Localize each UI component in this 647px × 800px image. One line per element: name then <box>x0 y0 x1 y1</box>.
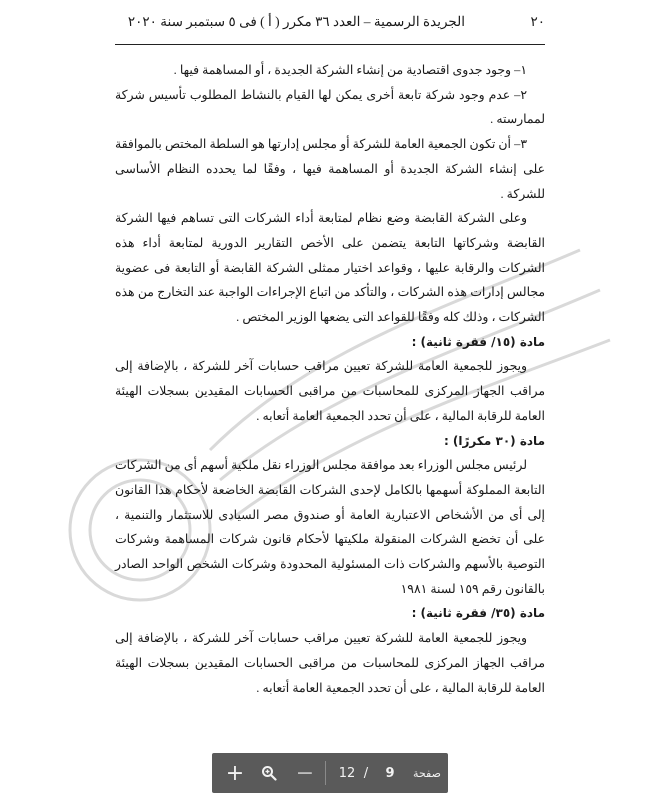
header-title: الجريدة الرسمية – العدد ٣٦ مكرر ( أ ) فى ٥ سبتمبر سنة ٢٠٢٠ <box>127 14 465 29</box>
header-rule <box>115 44 545 45</box>
zoom-button[interactable] <box>254 753 284 793</box>
zoom-out-button[interactable] <box>290 753 320 793</box>
total-pages: 12 <box>338 765 356 781</box>
clause-1: ١– وجود جدوى اقتصادية من إنشاء الشركة الجديدة ، أو المساهمة فيها . <box>173 63 527 77</box>
article-15-text: ويجوز للجمعية العامة للشركة تعيين مراقب حسابات آخر للشركة ، بالإضافة إلى مراقب الجهاز المركزى للمحاسبات من مراقبى الحسابات المقيدين بسجلات الهيئة العامة للرقابة المالية ، على أن تحدد الجمعية العامة أتعابه . <box>115 359 545 423</box>
page-header <box>115 12 545 40</box>
plus-icon: + <box>225 760 245 786</box>
current-page-input[interactable]: 9 <box>385 765 395 781</box>
clause-3: ٣– أن تكون الجمعية العامة للشركة أو مجلس إدارتها هو السلطة المختص بالموافقة على إنشاء الشركة الجديدة أو المساهمة فيها ، وفقًا لما يحدده النظام الأساسى للشركة . <box>115 137 545 201</box>
article-30bis-text: لرئيس مجلس الوزراء بعد موافقة مجلس الوزراء نقل ملكية أسهم أى من الشركات التابعة المملوكة أسهمها بالكامل لإحدى الشركات القابضة الخاضعة لأحكام هذا القانون إلى أى من الأشخاص الاعتبارية العامة أو صندوق مصر السيادى للاستثمار والتنمية ، على أن تخضع الشركات المنقولة ملكيتها لأحكام قانون شركات المساهمة وشركات التوصية بالأسهم والشركات ذات المسئولية المحدودة وشركات الشخص الواحد الصادر بالقانون رقم ١٥٩ لسنة ١٩٨١ <box>115 458 545 596</box>
magnifier-icon <box>261 765 277 781</box>
article-35-text: ويجوز للجمعية العامة للشركة تعيين مراقب حسابات آخر للشركة ، بالإضافة إلى مراقب الجهاز المركزى للمحاسبات من مراقبى الحسابات المقيدين بسجلات الهيئة العامة للرقابة المالية ، على أن تحدد الجمعية العامة أتعابه . <box>115 631 545 695</box>
toolbar-divider <box>325 761 326 785</box>
page-label: صفحة <box>413 766 441 780</box>
article-heading-30bis: مادة (٣٠ مكررًا) : <box>443 433 545 448</box>
document-body <box>115 58 545 700</box>
clause-2: ٢– عدم وجود شركة تابعة أخرى يمكن لها القيام بالنشاط المطلوب تأسيس شركة لممارسته . <box>115 87 545 127</box>
minus-icon: − <box>295 760 315 786</box>
header-page-number: ٢٠ <box>530 14 545 29</box>
page-separator: / <box>363 765 369 781</box>
zoom-in-button[interactable] <box>220 753 250 793</box>
paragraph-holding-company: وعلى الشركة القابضة وضع نظام لمتابعة أداء الشركات التى تساهم فيها الشركة القابضة وشركاتها التابعة يتضمن على الأخص التقارير الدورية لمتابعة أداء هذه الشركات والرقابة عليها ، وقواعد اختيار ممثلى الشركة القابضة أو التابعة فى عضوية مجالس إدارات هذه الشركات ، والتأكد من اتباع الإجراءات الواجبة عند التخارج من هذه الشركات ، وذلك كله وفقًا للقواعد التى يضعها الوزير المختص . <box>115 211 545 325</box>
viewer-toolbar <box>212 753 448 793</box>
article-heading-15: مادة (١٥/ فقرة ثانية) : <box>411 334 545 349</box>
article-heading-35: مادة (٣٥/ فقرة ثانية) : <box>411 606 545 621</box>
